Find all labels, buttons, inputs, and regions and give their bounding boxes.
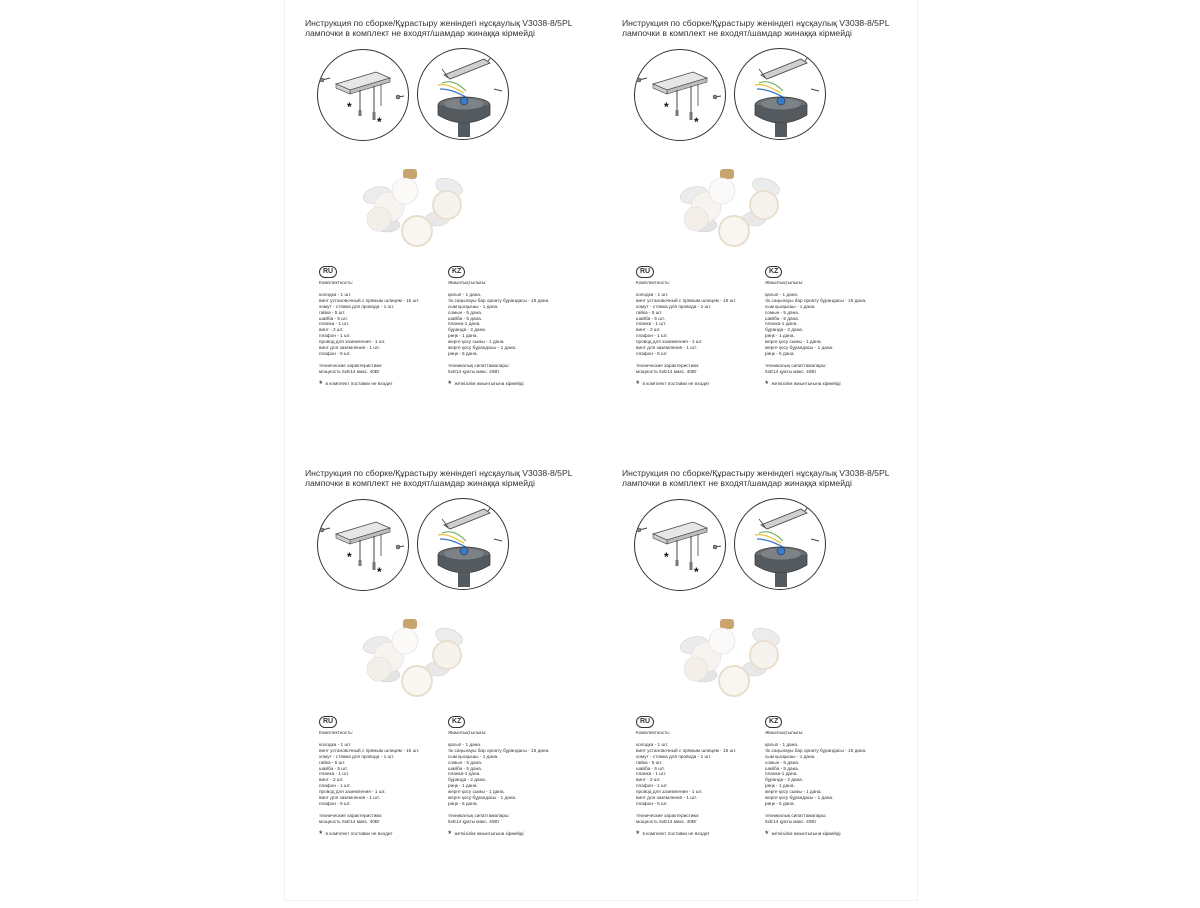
- ru-footnote-text: в комплект поставки не входит: [325, 830, 393, 836]
- kz-items-list: [765, 742, 905, 807]
- list-item: колодка - 1 шт.: [636, 741, 669, 747]
- list-item: рөңк - 5 дана.: [448, 350, 478, 356]
- list-item: винт - 2 шт.: [636, 327, 661, 333]
- mounting-bracket-diagram: [634, 499, 726, 591]
- ru-language-badge: RU: [319, 716, 337, 728]
- ru-footnote: [636, 828, 761, 839]
- list-item: шайба - 5 шт.: [319, 765, 348, 771]
- ru-contents-heading: Комплектность:: [319, 280, 354, 285]
- kz-spec-value: 5хЕ14 қуаты макс. 40Вт: [765, 818, 817, 824]
- list-item: винт для заземления - 1 шт.: [319, 795, 380, 801]
- list-item: провод для заземления - 1 шт.: [319, 339, 386, 345]
- ru-footnote: [319, 828, 444, 839]
- list-item: хомут - стяжка для провода - 1 шт.: [319, 303, 395, 309]
- instruction-subtitle: лампочки в комплект не входят/шамдар жинаққа кірмейді: [622, 478, 852, 488]
- instruction-subtitle: лампочки в комплект не входят/шамдар жинаққа кірмейді: [305, 28, 535, 38]
- list-item: бұранда - 2 дана.: [765, 777, 804, 783]
- ru-contents-heading: Комплектность:: [319, 730, 354, 735]
- chandelier-illustration: [357, 165, 475, 255]
- chandelier-illustration: [357, 615, 475, 705]
- list-item: жерге қосу сымы - 1 дана.: [448, 789, 505, 795]
- kz-footnote: [765, 828, 905, 839]
- list-item: колодка - 1 шт.: [319, 291, 352, 297]
- list-item: плафон - 5 шт.: [636, 350, 668, 356]
- instruction-title: Инструкция по сборке/Құрастыру женіндегі нұсқаулық V3038-8/5PL: [305, 18, 573, 28]
- list-item: гайка - 5 шт.: [636, 309, 663, 315]
- list-item: плафон - 1 шт.: [319, 783, 351, 789]
- list-item: провод для заземления - 1 шт.: [636, 789, 703, 795]
- ru-contents-column: [636, 730, 761, 837]
- ru-spec-label: технические характеристики:: [319, 812, 383, 818]
- list-item: винт - 2 шт.: [319, 777, 344, 783]
- list-item: плафон - 5 шт.: [636, 800, 668, 806]
- list-item: винт - 2 шт.: [636, 777, 661, 783]
- kz-footnote-text: жеткізілім жиынтығына кірмейді: [454, 380, 524, 386]
- list-item: сым қысқышы - 1 дана.: [765, 753, 816, 759]
- mounting-bracket-diagram: [634, 49, 726, 141]
- list-item: тік саңылауы бар орнату бұрандасы - 15 дана.: [448, 297, 550, 303]
- instruction-title: Инструкция по сборке/Құрастыру женіндегі нұсқаулық V3038-8/5PL: [622, 18, 890, 28]
- list-item: шайба - 5 шт.: [636, 315, 665, 321]
- list-item: шайба - 5 шт.: [636, 765, 665, 771]
- asterisk-marker-2: *: [694, 115, 699, 129]
- list-item: провод для заземления - 1 шт.: [636, 339, 703, 345]
- ru-language-badge: RU: [319, 266, 337, 278]
- list-item: винт установочный с прямым шлицем - 15 шт.: [636, 297, 737, 303]
- list-item: шайба - 5 шт.: [319, 315, 348, 321]
- kz-items-list: [448, 742, 588, 807]
- list-item: плафон - 5 шт.: [319, 350, 351, 356]
- list-item: винт для заземления - 1 шт.: [319, 345, 380, 351]
- ru-contents-heading: Комплектность:: [636, 280, 671, 285]
- instruction-subtitle: лампочки в комплект не входят/шамдар жинаққа кірмейді: [622, 28, 852, 38]
- instruction-panel: [622, 18, 922, 458]
- chandelier-illustration: [674, 165, 792, 255]
- instruction-title: Инструкция по сборке/Құрастыру женіндегі нұсқаулық V3038-8/5PL: [305, 468, 573, 478]
- ru-language-badge: RU: [636, 266, 654, 278]
- asterisk-icon: *: [448, 378, 452, 389]
- list-item: жерге қосу бұрандасы - 1 дана.: [448, 795, 517, 801]
- kz-footnote: [448, 828, 588, 839]
- list-item: жерге қосу бұрандасы - 1 дана.: [765, 795, 834, 801]
- kz-footnote: [448, 378, 588, 389]
- list-item: рөңк - 1 дана.: [765, 783, 795, 789]
- ru-contents-column: [319, 280, 444, 387]
- mounting-bracket-diagram: [317, 49, 409, 141]
- ru-contents-column: [636, 280, 761, 387]
- list-item: рөңк - 1 дана.: [448, 783, 478, 789]
- asterisk-icon: *: [636, 378, 640, 389]
- kz-spec-label: техникалық сипаттамалары:: [765, 362, 827, 368]
- ru-footnote-text: в комплект поставки не входит: [642, 830, 710, 836]
- kz-footnote-text: жеткізілім жиынтығына кірмейді: [771, 380, 841, 386]
- asterisk-icon: *: [765, 378, 769, 389]
- list-item: винт для заземления - 1 шт.: [636, 795, 697, 801]
- list-item: винт установочный с прямым шлицем - 15 шт.: [636, 747, 737, 753]
- list-item: рөңк - 1 дана.: [448, 333, 478, 339]
- ru-items-list: [319, 292, 444, 357]
- asterisk-icon: *: [319, 828, 323, 839]
- list-item: плафон - 5 шт.: [319, 800, 351, 806]
- list-item: рөңк - 5 дана.: [765, 350, 795, 356]
- list-item: рөңк - 5 дана.: [448, 800, 478, 806]
- kz-footnote-text: жеткізілім жиынтығына кірмейді: [771, 830, 841, 836]
- list-item: хомут - стяжка для провода - 1 шт.: [319, 753, 395, 759]
- list-item: рөңк - 5 дана.: [765, 800, 795, 806]
- list-item: гайка - 5 шт.: [636, 759, 663, 765]
- ru-spec-value: мощность 5хЕ14 макс. 40Вт: [319, 368, 380, 374]
- kz-contents-column: [448, 280, 588, 387]
- instruction-panel: [622, 468, 922, 908]
- instruction-panel: [305, 468, 605, 908]
- kz-contents-column: [765, 280, 905, 387]
- list-item: колодка - 1 шт.: [636, 291, 669, 297]
- list-item: жерге қосу бұрандасы - 1 дана.: [765, 345, 834, 351]
- kz-language-badge: KZ: [765, 266, 782, 278]
- ru-spec-label: технические характеристики:: [319, 362, 383, 368]
- kz-contents-heading: Жиынтықтылығы:: [765, 280, 804, 285]
- list-item: қалып - 1 дана.: [448, 741, 482, 747]
- kz-footnote: [765, 378, 905, 389]
- kz-spec-label: техникалық сипаттамалары:: [448, 812, 510, 818]
- kz-spec-value: 5хЕ14 қуаты макс. 40Вт: [448, 818, 500, 824]
- kz-language-badge: KZ: [448, 266, 465, 278]
- wiring-canopy-diagram: [734, 48, 826, 140]
- asterisk-icon: *: [448, 828, 452, 839]
- asterisk-marker-2: *: [377, 565, 382, 579]
- ru-items-list: [319, 742, 444, 807]
- ru-spec-value: мощность 5хЕ14 макс. 40Вт: [636, 818, 697, 824]
- list-item: планка - 1 шт.: [636, 321, 666, 327]
- list-item: сым қысқышы - 1 дана.: [448, 303, 499, 309]
- ru-footnote-text: в комплект поставки не входит: [642, 380, 710, 386]
- ru-language-badge: RU: [636, 716, 654, 728]
- list-item: плафон - 1 шт.: [636, 783, 668, 789]
- list-item: бұранда - 2 дана.: [448, 777, 487, 783]
- ru-spec-value: мощность 5хЕ14 макс. 40Вт: [636, 368, 697, 374]
- list-item: планка-1 дана.: [448, 771, 481, 777]
- list-item: тік саңылауы бар орнату бұрандасы - 15 дана.: [765, 747, 867, 753]
- list-item: рөңк - 1 дана.: [765, 333, 795, 339]
- list-item: колодка - 1 шт.: [319, 741, 352, 747]
- kz-spec-label: техникалық сипаттамалары:: [765, 812, 827, 818]
- kz-language-badge: KZ: [448, 716, 465, 728]
- mounting-bracket-diagram: [317, 499, 409, 591]
- asterisk-marker-2: *: [377, 115, 382, 129]
- list-item: тік саңылауы бар орнату бұрандасы - 15 дана.: [448, 747, 550, 753]
- kz-spec-label: техникалық сипаттамалары:: [448, 362, 510, 368]
- ru-spec-label: технические характеристики:: [636, 362, 700, 368]
- list-item: гайка - 5 шт.: [319, 309, 346, 315]
- wiring-canopy-diagram: [734, 498, 826, 590]
- chandelier-illustration: [674, 615, 792, 705]
- ru-items-list: [636, 292, 761, 357]
- list-item: қалып - 1 дана.: [765, 291, 799, 297]
- ru-spec-value: мощность 5хЕ14 макс. 40Вт: [319, 818, 380, 824]
- list-item: винт установочный с прямым шлицем - 15 шт.: [319, 747, 420, 753]
- list-item: плафон - 1 шт.: [319, 333, 351, 339]
- ru-footnote: [636, 378, 761, 389]
- instruction-subtitle: лампочки в комплект не входят/шамдар жинаққа кірмейді: [305, 478, 535, 488]
- list-item: жерге қосу бұрандасы - 1 дана.: [448, 345, 517, 351]
- list-item: тік саңылауы бар орнату бұрандасы - 15 дана.: [765, 297, 867, 303]
- asterisk-icon: *: [765, 828, 769, 839]
- kz-contents-heading: Жиынтықтылығы:: [448, 730, 487, 735]
- wiring-canopy-diagram: [417, 498, 509, 590]
- list-item: шайба - 5 дана.: [765, 315, 800, 321]
- asterisk-marker-1: *: [664, 550, 669, 564]
- asterisk-icon: *: [319, 378, 323, 389]
- kz-footnote-text: жеткізілім жиынтығына кірмейді: [454, 830, 524, 836]
- list-item: планка-1 дана.: [765, 321, 798, 327]
- list-item: сомын - 5 дана.: [448, 309, 483, 315]
- list-item: планка-1 дана.: [448, 321, 481, 327]
- ru-footnote: [319, 378, 444, 389]
- ru-footnote-text: в комплект поставки не входит: [325, 380, 393, 386]
- ru-spec-label: технические характеристики:: [636, 812, 700, 818]
- ru-items-list: [636, 742, 761, 807]
- kz-language-badge: KZ: [765, 716, 782, 728]
- list-item: шайба - 5 дана.: [765, 765, 800, 771]
- list-item: винт - 2 шт.: [319, 327, 344, 333]
- list-item: шайба - 5 дана.: [448, 765, 483, 771]
- list-item: гайка - 5 шт.: [319, 759, 346, 765]
- kz-items-list: [765, 292, 905, 357]
- list-item: бұранда - 2 дана.: [765, 327, 804, 333]
- list-item: планка - 1 шт.: [636, 771, 666, 777]
- list-item: планка - 1 шт.: [319, 771, 349, 777]
- kz-contents-column: [765, 730, 905, 837]
- instruction-title: Инструкция по сборке/Құрастыру женіндегі нұсқаулық V3038-8/5PL: [622, 468, 890, 478]
- list-item: жерге қосу сымы - 1 дана.: [765, 339, 822, 345]
- list-item: қалып - 1 дана.: [765, 741, 799, 747]
- asterisk-marker-1: *: [664, 100, 669, 114]
- list-item: хомут - стяжка для провода - 1 шт.: [636, 753, 712, 759]
- kz-contents-heading: Жиынтықтылығы:: [765, 730, 804, 735]
- list-item: сомын - 5 дана.: [448, 759, 483, 765]
- list-item: винт для заземления - 1 шт.: [636, 345, 697, 351]
- list-item: жерге қосу сымы - 1 дана.: [448, 339, 505, 345]
- list-item: жерге қосу сымы - 1 дана.: [765, 789, 822, 795]
- list-item: плафон - 1 шт.: [636, 333, 668, 339]
- ru-contents-heading: Комплектность:: [636, 730, 671, 735]
- list-item: сомын - 5 дана.: [765, 309, 800, 315]
- asterisk-marker-2: *: [694, 565, 699, 579]
- kz-items-list: [448, 292, 588, 357]
- list-item: сым қысқышы - 1 дана.: [448, 753, 499, 759]
- list-item: хомут - стяжка для провода - 1 шт.: [636, 303, 712, 309]
- list-item: қалып - 1 дана.: [448, 291, 482, 297]
- kz-contents-column: [448, 730, 588, 837]
- list-item: сым қысқышы - 1 дана.: [765, 303, 816, 309]
- asterisk-marker-1: *: [347, 100, 352, 114]
- list-item: планка - 1 шт.: [319, 321, 349, 327]
- asterisk-icon: *: [636, 828, 640, 839]
- list-item: провод для заземления - 1 шт.: [319, 789, 386, 795]
- kz-spec-value: 5хЕ14 қуаты макс. 40Вт: [448, 368, 500, 374]
- list-item: планка-1 дана.: [765, 771, 798, 777]
- list-item: сомын - 5 дана.: [765, 759, 800, 765]
- instruction-panel: [305, 18, 605, 458]
- asterisk-marker-1: *: [347, 550, 352, 564]
- list-item: бұранда - 2 дана.: [448, 327, 487, 333]
- wiring-canopy-diagram: [417, 48, 509, 140]
- kz-spec-value: 5хЕ14 қуаты макс. 40Вт: [765, 368, 817, 374]
- list-item: шайба - 5 дана.: [448, 315, 483, 321]
- list-item: винт установочный с прямым шлицем - 15 шт.: [319, 297, 420, 303]
- kz-contents-heading: Жиынтықтылығы:: [448, 280, 487, 285]
- ru-contents-column: [319, 730, 444, 837]
